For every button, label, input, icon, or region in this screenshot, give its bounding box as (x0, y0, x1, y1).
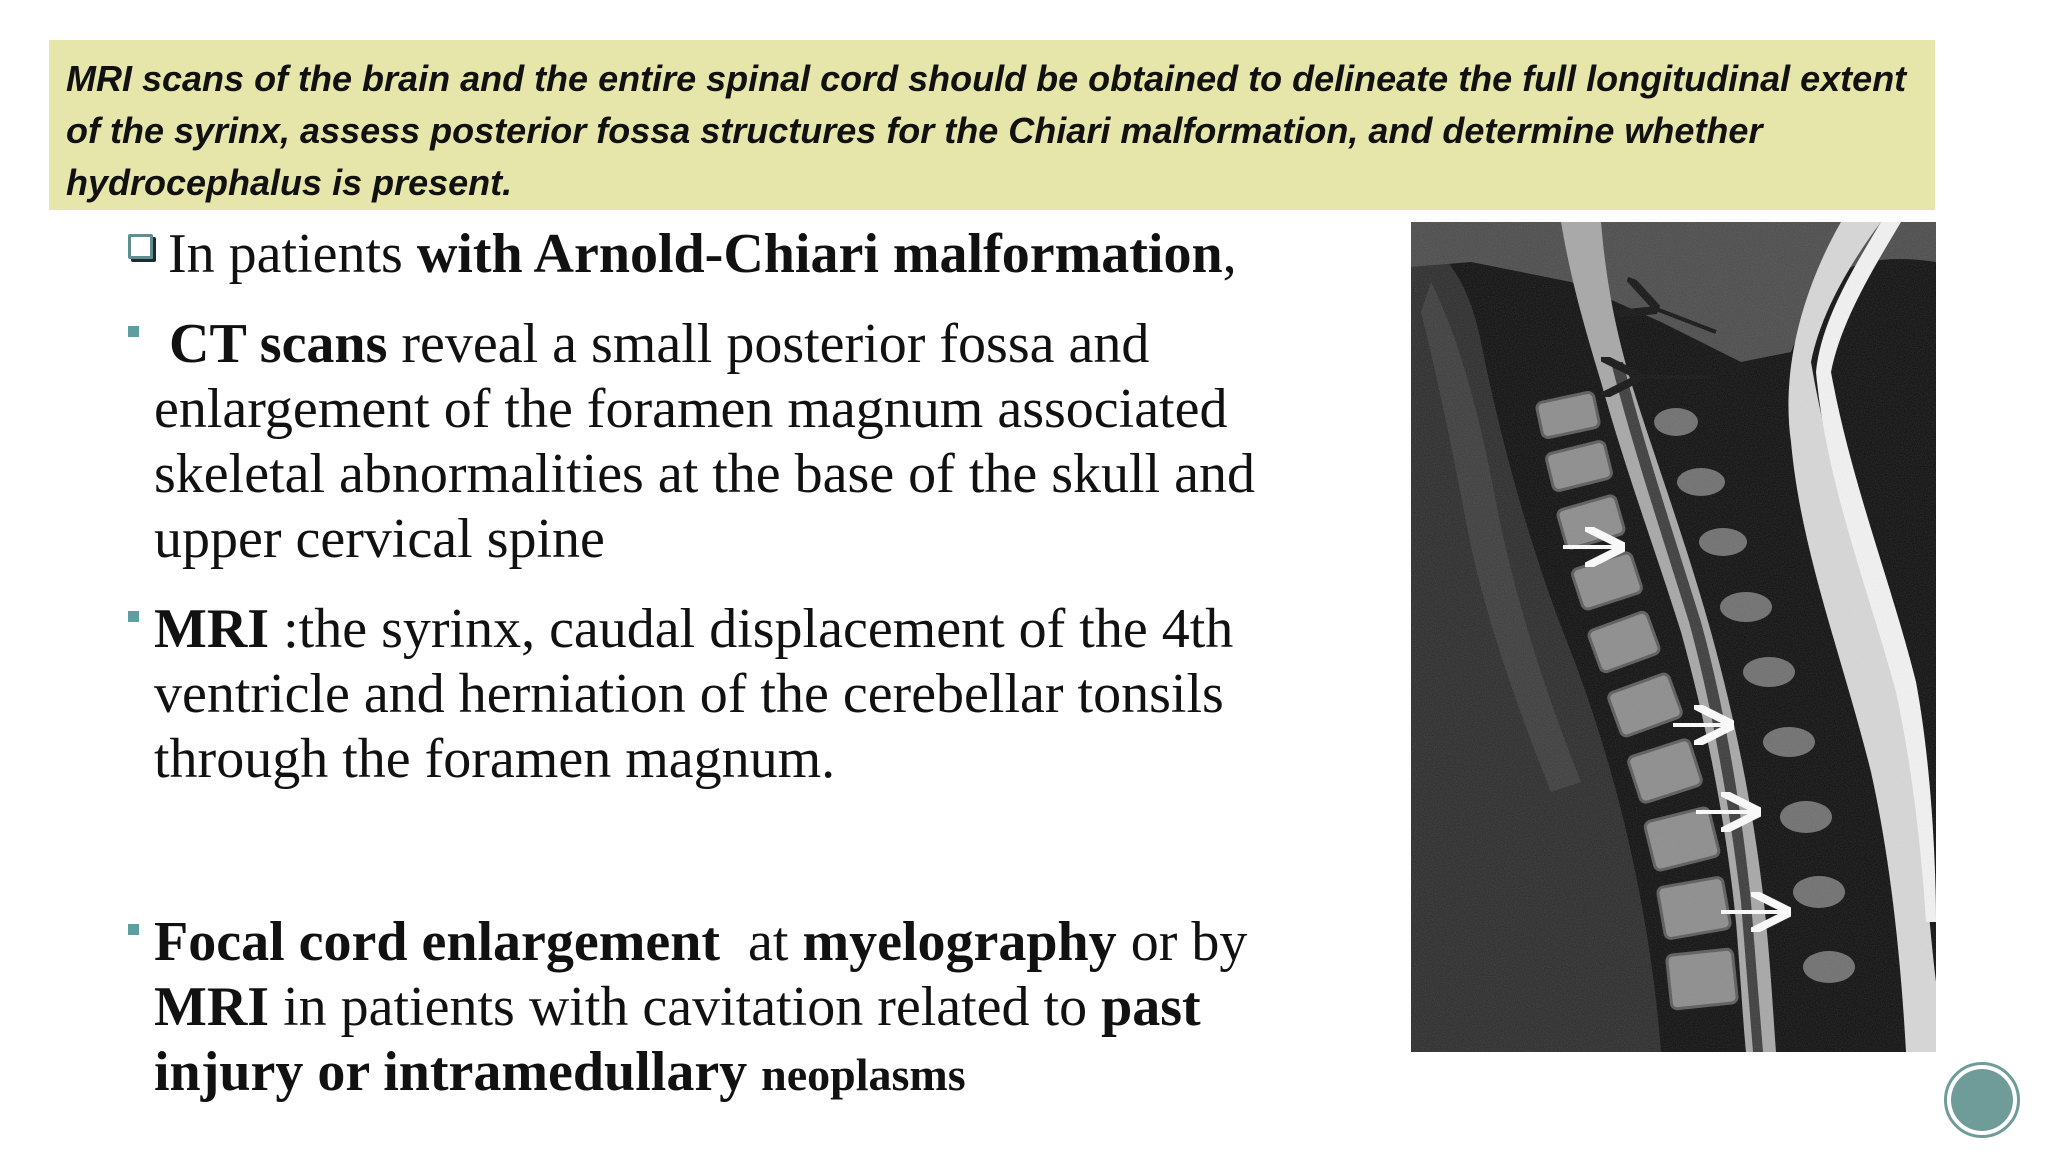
bullet-intro-text: In patients with Arnold-Chiari malformation, (168, 223, 1237, 285)
bullet-intro (124, 222, 1364, 287)
bullet-ct-text: CT scans reveal a small posterior fossa and enlargement of the foramen magnum associated skeletal abnormalities at the base of the skull and upper cervical spine (154, 313, 1255, 570)
hollow-square-bullet-icon (128, 234, 153, 259)
banner-text: MRI scans of the brain and the entire spinal cord should be obtained to delineate the full longitudinal extent of the syrinx, assess posterior fossa structures for the Chiari malformation, and determine whether hydrocephalus is present. (66, 58, 1907, 203)
circle-nav-icon[interactable] (1944, 1062, 2020, 1138)
bullet-focal-text: Focal cord enlargement at myelography or by MRI in patients with cavitation related to past injury or intramedullary neoplasms (154, 911, 1248, 1103)
bullet-mri-text: MRI :the syrinx, caudal displacement of the 4th ventricle and herniation of the cerebellar tonsils through the foramen magnum. (154, 598, 1234, 790)
bullet-focal (124, 910, 1364, 1107)
teal-square-bullet-icon (128, 326, 139, 337)
bullet-mri (124, 597, 1364, 792)
circle-nav-inner (1951, 1069, 2013, 1131)
bullet-list (124, 222, 1364, 1107)
teal-square-bullet-icon (128, 924, 139, 935)
teal-square-bullet-icon (128, 611, 139, 622)
mri-spine-image (1411, 222, 1936, 1052)
bullet-ct (124, 312, 1364, 572)
summary-banner (49, 40, 1935, 210)
